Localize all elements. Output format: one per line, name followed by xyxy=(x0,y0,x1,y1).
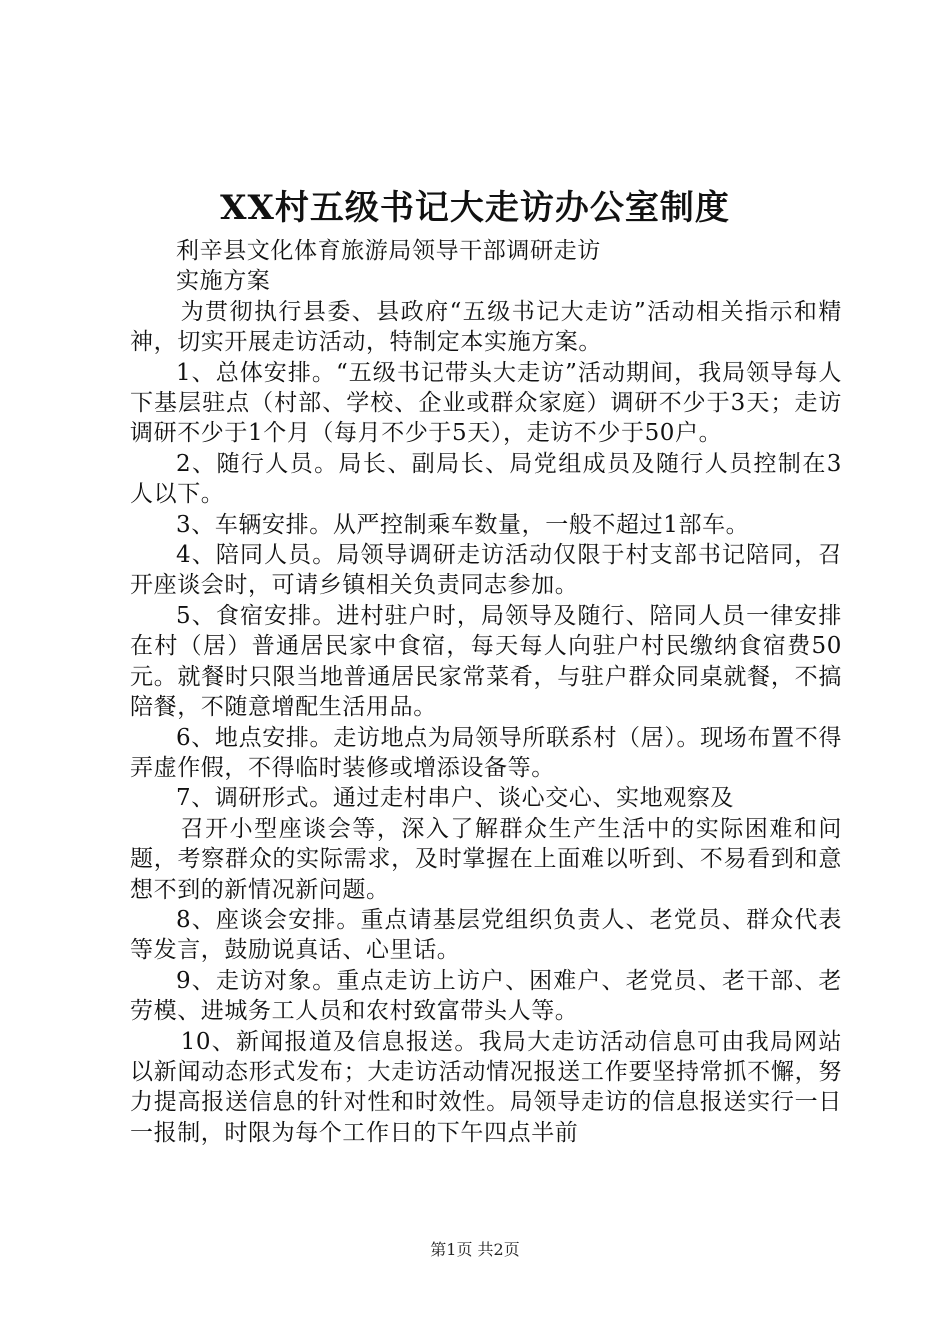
paragraph-item-7: 7、调研形式。通过走村串户、谈心交心、实地观察及 xyxy=(176,785,735,812)
paragraph-item-4: 4、陪同人员。局领导调研走访活动仅限于村支部书记陪同，召开座谈会时，可请乡镇相关负责同志参加。 xyxy=(130,542,842,599)
document-body xyxy=(130,236,842,1148)
paragraph-intro: 为贯彻执行县委、县政府“五级书记大走访”活动相关指示和精神，切实开展走访活动，特制定本实施方案。 xyxy=(130,298,842,356)
paragraph-subtitle-1: 利辛县文化体育旅游局领导干部调研走访 xyxy=(176,238,601,264)
paragraph-item-3: 3、车辆安排。从严控制乘车数量，一般不超过1部车。 xyxy=(176,511,750,538)
paragraph-item-8: 8、座谈会安排。重点请基层党组织负责人、老党员、群众代表等发言，鼓励说真话、心里话。 xyxy=(130,906,842,964)
paragraph-subtitle-2: 实施方案 xyxy=(176,268,271,295)
page-number-footer: 第1页 共2页 xyxy=(430,1240,520,1259)
paragraph-item-5: 5、食宿安排。进村驻户时，局领导及随行、陪同人员一律安排在村（居）普通居民家中食宿，每天每人向驻户村民缴纳食宿费50元。就餐时只限当地普通居民家常菜肴，与驻户群众同桌就餐，不搞陪餐，不随意增配生活用品。 xyxy=(130,602,842,721)
paragraph-item-1: 1、总体安排。“五级书记带头大走访”活动期间，我局领导每人下基层驻点（村部、学校、企业或群众家庭）调研不少于3天；走访调研不少于1个月（每月不少于5天），走访不少于50户。 xyxy=(130,359,842,447)
document-title: XX村五级书记大走访办公室制度 xyxy=(220,188,730,228)
paragraph-item-9: 9、走访对象。重点走访上访户、困难户、老党员、老干部、老劳模、进城务工人员和农村致富带头人等。 xyxy=(130,967,842,1025)
paragraph-item-2: 2、随行人员。局长、副局长、局党组成员及随行人员控制在3人以下。 xyxy=(130,450,842,508)
paragraph-item-7-continued: 召开小型座谈会等，深入了解群众生产生活中的实际困难和问题，考察群众的实际需求，及时掌握在上面难以听到、不易看到和意想不到的新情况新问题。 xyxy=(130,815,842,903)
paragraph-item-6: 6、地点安排。走访地点为局领导所联系村（居）。现场布置不得弄虚作假，不得临时装修或增添设备等。 xyxy=(130,724,842,781)
paragraph-item-10: 10、新闻报道及信息报送。我局大走访活动信息可由我局网站以新闻动态形式发布；大走访活动情况报送工作要坚持常抓不懈，努力提高报送信息的针对性和时效性。局领导走访的信息报送实行一日一报制，时限为每个工作日的下午四点半前 xyxy=(130,1028,842,1146)
